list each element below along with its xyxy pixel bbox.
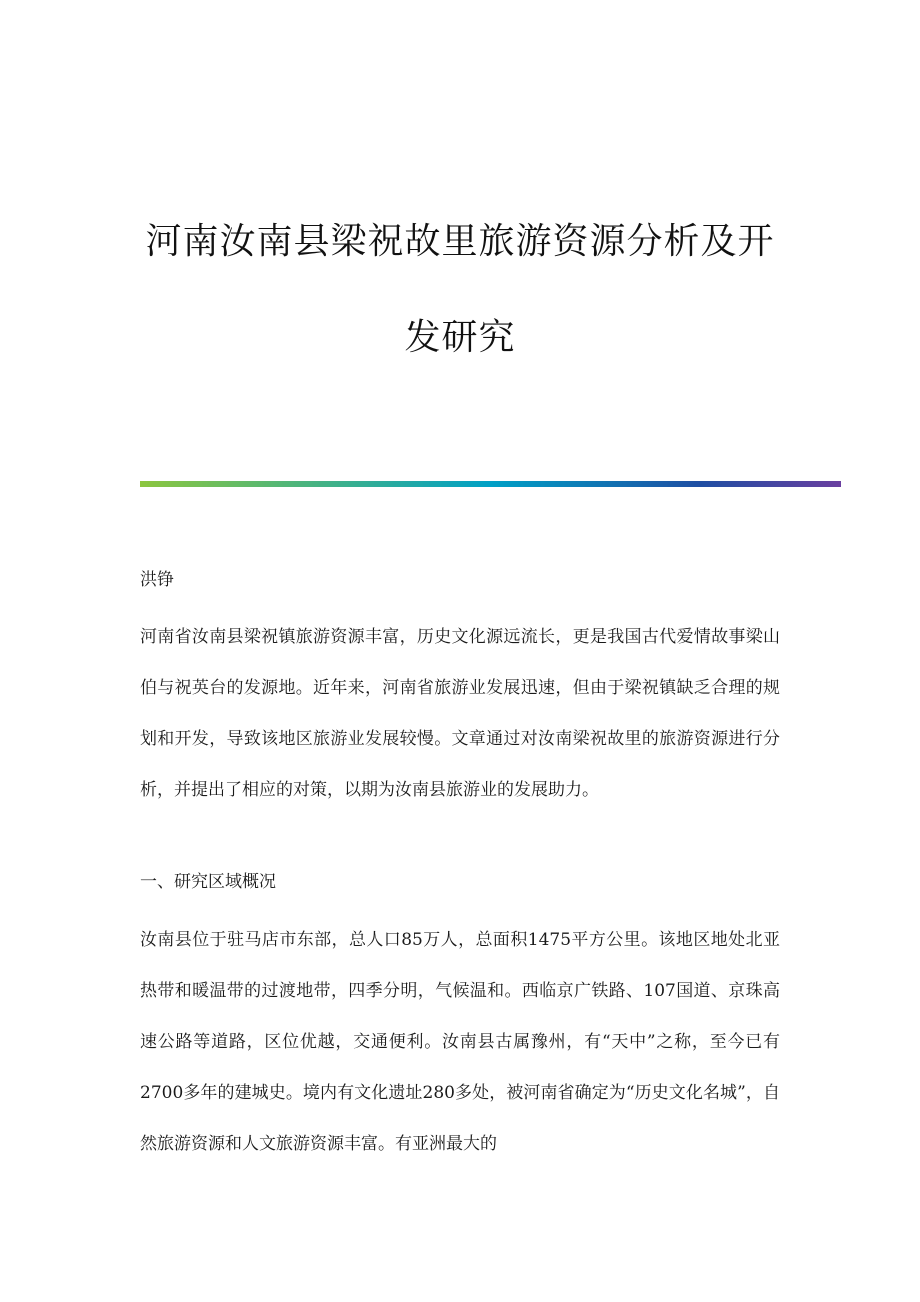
document-title-line-2: 发研究 <box>404 317 516 358</box>
section-paragraph: 汝南县位于驻马店市东部，总人口85万人，总面积1475平方公里。该地区地处北亚热带和暖温带的过渡地带，四季分明，气候温和。西临京广铁路、107国道、京珠高速公路等道路，区位优越，交通便利。汝南县古属豫州，有“天中”之称，至今已有2700多年的建城史。境内有文化遗址280多处，被河南省确定为“历史文化名城”，自然旅游资源和人文旅游资源丰富。有亚洲最大的 <box>140 930 780 1154</box>
author-name: 洪铮 <box>140 570 174 590</box>
document-title-line-1: 河南汝南县梁祝故里旅游资源分析及开 <box>145 221 775 262</box>
section-heading: 一、研究区域概况 <box>140 872 276 892</box>
title-divider <box>140 481 841 487</box>
abstract-paragraph: 河南省汝南县梁祝镇旅游资源丰富，历史文化源远流长，更是我国古代爱情故事梁山伯与祝英台的发源地。近年来，河南省旅游业发展迅速，但由于梁祝镇缺乏合理的规划和开发，导致该地区旅游业发展较慢。文章通过对汝南梁祝故里的旅游资源进行分析，并提出了相应的对策，以期为汝南县旅游业的发展助力。 <box>140 627 780 800</box>
